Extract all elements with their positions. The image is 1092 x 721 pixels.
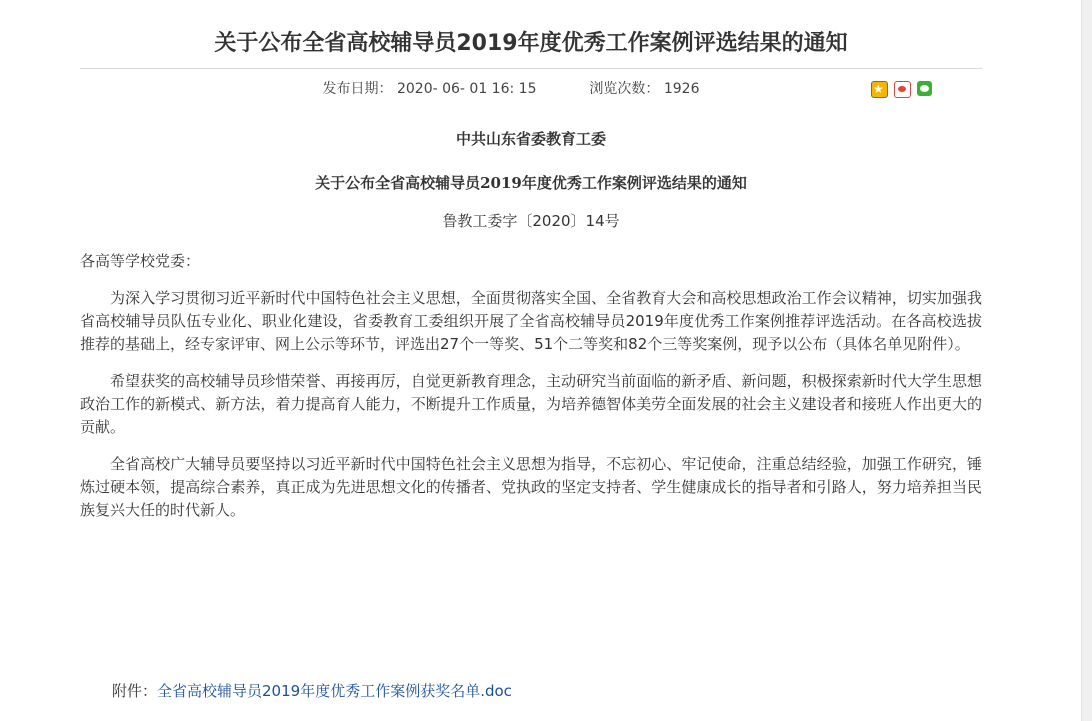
publish-date: 2020- 06- 01 16: 15 — [396, 81, 537, 97]
issuing-organization: 中共山东省委教育工委 — [455, 130, 606, 148]
article — [80, 0, 982, 522]
qzone-icon[interactable] — [871, 81, 888, 98]
attachment-link[interactable]: 全省高校辅导员2019年度优秀工作案例获奖名单.doc — [157, 682, 512, 700]
attachment-row — [112, 680, 512, 702]
publish-date-label: 发布日期： — [322, 81, 393, 97]
views-count: 1926 — [663, 81, 700, 97]
views-label: 浏览次数： — [589, 81, 660, 97]
weibo-icon[interactable] — [894, 81, 911, 98]
document-title: 关于公布全省高校辅导员2019年度优秀工作案例评选结果的通知 — [315, 174, 747, 192]
attachment-label: 附件： — [112, 682, 158, 700]
salutation: 各高等学校党委： — [80, 252, 201, 270]
body-paragraph-3: 全省高校广大辅导员要坚持以习近平新时代中国特色社会主义思想为指导，不忘初心、牢记使命，注重总结经验，加强工作研究，锤炼过硬本领，提高综合素养，真正成为先进思想文化的传播者、党执政的坚定支持者、学生健康成长的指导者和引路人，努力培养担当民族复兴大任的时代新人。 — [80, 455, 982, 519]
scrollbar[interactable] — [1081, 0, 1092, 721]
meta-group — [323, 69, 700, 109]
wechat-icon[interactable] — [917, 81, 932, 96]
body-paragraph-1: 为深入学习贯彻习近平新时代中国特色社会主义思想，全面贯彻落实全国、全省教育大会和高校思想政治工作会议精神，切实加强我省高校辅导员队伍专业化、职业化建设，省委教育工委组织开展了全省高校辅导员2019年度优秀工作案例推荐评选活动。在各高校选拔推荐的基础上，经专家评审、网上公示等环节，评选出27个一等奖、51个二等奖和82个三等奖案例，现予以公布（具体名单见附件）。 — [80, 289, 982, 353]
document-number: 鲁教工委字〔2020〕14号 — [442, 212, 620, 230]
meta-row — [80, 69, 982, 109]
page-title: 关于公布全省高校辅导员2019年度优秀工作案例评选结果的通知 — [214, 31, 848, 56]
share-icons — [871, 81, 932, 97]
body-paragraph-2: 希望获奖的高校辅导员珍惜荣誉、再接再厉，自觉更新教育理念，主动研究当前面临的新矛盾、新问题，积极探索新时代大学生思想政治工作的新模式、新方法，着力提高育人能力，不断提升工作质量，为培养德智体美劳全面发展的社会主义建设者和接班人作出更大的贡献。 — [80, 372, 982, 436]
